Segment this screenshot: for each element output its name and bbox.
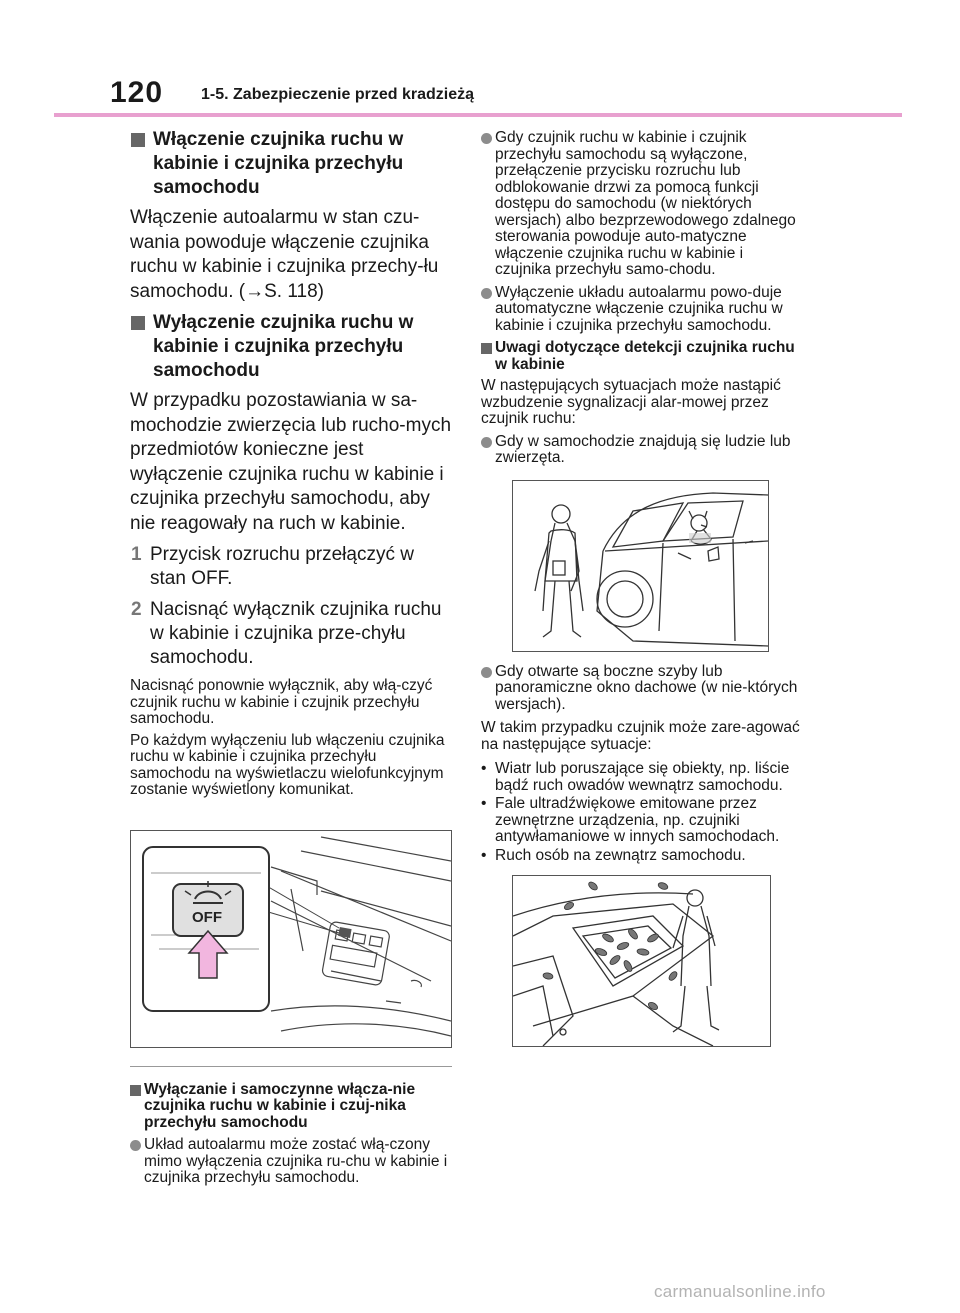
bullet-text: Układ autoalarmu może zostać włą-czony mimo wyłączenia czujnika ru-chu w kabinie i czujnika przechyłu samochodu. <box>144 1136 448 1186</box>
figure-dog-in-car <box>512 480 769 652</box>
bullet-people-animals <box>481 434 803 467</box>
step-2 <box>130 598 452 670</box>
bullet-alarm-enable <box>130 1137 452 1187</box>
off-button-location <box>338 927 351 938</box>
paragraph-situations: W następujących sytuacjach może nastąpić wzbudzenie sygnalizacji alar-mowej przez czujnik ruchu: <box>481 377 781 427</box>
paragraph-enable: Włączenie autoalarmu w stan czu-wania powoduje włączenie czujnika ruchu w kabinie i czujnika przechy-łu samochodu. (→S. 118) <box>130 207 439 302</box>
bullet-alarm-off <box>481 285 803 335</box>
heading-auto-enable <box>130 1082 452 1132</box>
heading-detection-notes <box>481 340 803 373</box>
heading-disable-sensor <box>130 311 452 383</box>
round-bullet-icon <box>130 1140 141 1151</box>
figure-sunroof-leaves <box>512 875 771 1047</box>
square-bullet-icon <box>130 1085 141 1096</box>
round-bullet-icon <box>481 667 492 678</box>
note-message: Po każdym wyłączeniu lub włączeniu czujnika ruchu w kabinie i czujnika przechyłu samochodu na wyświetlaczu wielofunkcyjnym zostanie wyświetlony komunikat. <box>130 731 445 798</box>
bullet-auto-enable-start <box>481 130 803 279</box>
heading-auto-enable-text: Wyłączanie i samoczynne włącza-nie czujnika ruchu w kabinie i czuj-nika przechyłu samochodu <box>144 1080 416 1131</box>
list-item-text: Fale ultradźwiękowe emitowane przez zewnętrzne urządzenia, np. czujniki antywłamaniowe w innych samochodach. <box>495 795 780 845</box>
section-divider <box>130 1066 452 1067</box>
section-title: 1-5. Zabezpieczenie przed kradzieżą <box>201 86 474 103</box>
overhead-console-illustration <box>131 831 451 1047</box>
watermark: carmanualsonline.info <box>654 1282 826 1301</box>
paragraph-sensor-may-react: W takim przypadku czujnik może zare-agować na następujące sytuacje: <box>481 719 800 753</box>
off-button-text: OFF <box>192 908 222 926</box>
page-header <box>70 76 902 116</box>
header-rule <box>54 113 902 117</box>
step-text: Nacisnąć wyłącznik czujnika ruchu w kabinie i czujnika prze-chyłu samochodu. <box>150 599 442 668</box>
bullet-windows-open <box>481 664 803 714</box>
heading-enable-sensor-text: Włączenie czujnika ruchu w kabinie i czujnika przechyłu samochodu <box>153 129 404 198</box>
bullet-text: Wyłączenie układu autoalarmu powo-duje automatyczne włączenie czujnika ruchu w kabinie i czujnika przechyłu samochodu. <box>495 283 783 334</box>
square-bullet-icon <box>131 133 145 147</box>
bullet-text: Gdy w samochodzie znajdują się ludzie lub zwierzęta. <box>495 432 791 466</box>
square-bullet-icon <box>481 343 492 354</box>
list-item-text: Wiatr lub poruszające się obiekty, np. liście bądź ruch owadów wewnątrz samochodu. <box>495 760 790 794</box>
round-bullet-icon <box>481 133 492 144</box>
step-1 <box>130 543 452 591</box>
note-press-again: Nacisnąć ponownie wyłącznik, aby włą-czyć czujnik ruchu w kabinie i czujnik przechyłu samochodu. <box>130 677 433 727</box>
left-column <box>130 124 452 1187</box>
list-item <box>481 761 803 794</box>
heading-disable-sensor-text: Wyłączenie czujnika ruchu w kabinie i czujnika przechyłu samochodu <box>153 312 414 381</box>
list-bullet: • <box>481 795 487 812</box>
page-number: 120 <box>110 76 164 109</box>
right-column <box>481 130 803 1047</box>
step-number: 1 <box>131 544 142 565</box>
paragraph-disable: W przypadku pozostawiania w sa-mochodzie zwierzęcia lub rucho-mych przedmiotów konieczne jest wyłączenie czujnika ruchu w kabinie i czujnika przechyłu samochodu, aby nie reagowały na ruch w kabinie. <box>130 390 452 534</box>
sunroof-leaves-illustration <box>513 876 770 1046</box>
figure-overhead-console <box>130 830 452 1048</box>
round-bullet-icon <box>481 288 492 299</box>
heading-enable-sensor <box>130 128 452 200</box>
list-item <box>481 796 803 846</box>
list-bullet: • <box>481 846 487 864</box>
dog-in-car-illustration <box>513 481 768 651</box>
round-bullet-icon <box>481 437 492 448</box>
list-item <box>481 848 803 865</box>
bullet-text: Gdy czujnik ruchu w kabinie i czujnik przechyłu samochodu są wyłączone, przełączenie przycisku rozruchu lub odblokowanie drzwi za pomocą funkcji dostępu do samochodu (w niektórych wersjach) albo bezprzewodowego zdalnego sterowania powoduje auto-matyczne włączenie czujnika ruchu w kabinie i czujnika przechyłu samo-chodu. <box>495 129 796 278</box>
list-item-text: Ruch osób na zewnątrz samochodu. <box>495 846 746 864</box>
step-text: Przycisk rozruchu przełączyć w stan OFF. <box>150 544 414 589</box>
heading-detection-notes-text: Uwagi dotyczące detekcji czujnika ruchu w kabinie <box>495 339 795 373</box>
list-bullet: • <box>481 760 487 777</box>
square-bullet-icon <box>131 316 145 330</box>
bullet-text: Gdy otwarte są boczne szyby lub panoramiczne okno dachowe (w nie-których wersjach). <box>495 662 798 713</box>
step-number: 2 <box>131 599 142 620</box>
